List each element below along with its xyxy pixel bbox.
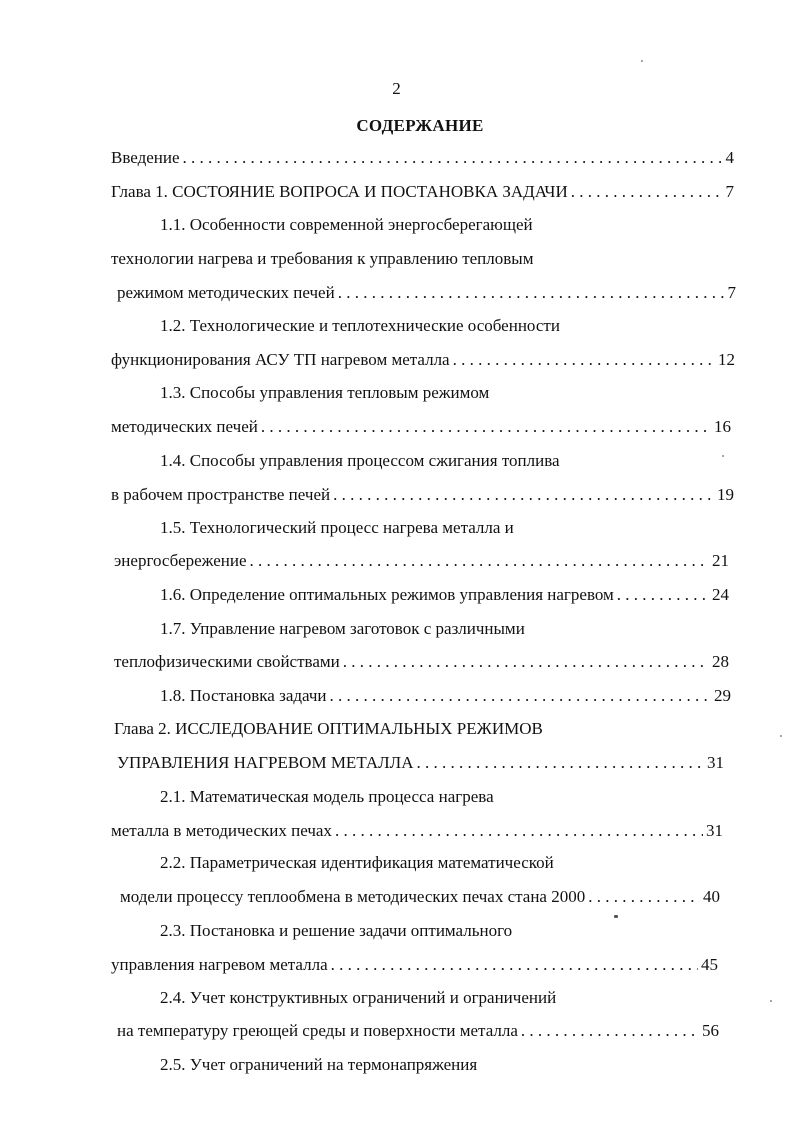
scan-speck [722,455,724,457]
toc-entry-2-2-line-1: 2.2. Параметрическая идентификация математической [160,853,554,872]
toc-entry-1-2-line-1: 1.2. Технологические и теплотехнические особенности [160,316,560,335]
dot-leader [331,954,698,976]
toc-page-number: 31 [706,821,723,840]
toc-entry-1-1 [117,282,736,304]
dot-leader [330,685,711,707]
toc-entry-text: режимом методических печей [117,283,335,302]
toc-entry-1-3-line-1: 1.3. Способы управления тепловым режимом [160,383,490,402]
toc-entry-text: металла в методических печах [111,821,332,840]
toc-entry-2-5-line-1: 2.5. Учет ограничений на термонапряжения [160,1055,478,1074]
dot-leader [250,550,710,572]
toc-page-number: 31 [707,753,724,772]
toc-entry-text: методических печей [111,417,258,436]
scan-speck [780,735,782,737]
page-number: 2 [392,79,401,98]
dot-leader [453,349,715,371]
toc-entry-1-5 [114,550,729,572]
toc-entry-text: на температуру греющей среды и поверхности металла [117,1021,518,1040]
toc-page-number: 45 [701,955,718,974]
toc-page-number: 4 [725,148,734,167]
toc-entry-chapter-2 [117,752,724,774]
dot-leader [588,886,700,908]
toc-page-number: 19 [717,485,734,504]
toc-entry-1-7 [114,651,729,673]
scan-speck [770,1000,772,1002]
toc-entry-1-7-line-1: 1.7. Управление нагревом заготовок с различными [160,619,525,638]
toc-entry-1-6 [160,584,729,606]
dot-leader [183,147,723,169]
toc-entry-2-4-line-1: 2.4. Учет конструктивных ограничений и ограничений [160,988,557,1007]
toc-page-number: 21 [712,551,729,570]
toc-entry-text: модели процессу теплообмена в методических печах стана 2000 [120,887,586,906]
dot-leader [343,651,709,673]
toc-page-number: 24 [712,585,729,604]
toc-entry-text: в рабочем пространстве печей [111,485,331,504]
toc-entry-text: функционирования АСУ ТП нагревом металла [111,350,450,369]
toc-page-number: 16 [714,417,731,436]
toc-entry-2-1-line-1: 2.1. Математическая модель процесса нагрева [160,787,494,806]
toc-entry-chapter-1 [111,181,734,203]
toc-page-number: 29 [714,686,731,705]
dot-leader [333,484,714,506]
scan-speck [641,60,643,62]
dot-leader [261,416,711,438]
toc-entry-text: энергосбережение [114,551,247,570]
dot-leader [617,584,709,606]
scan-speck [614,915,618,918]
toc-entry-1-2 [111,349,735,371]
toc-entry-text: 1.6. Определение оптимальных режимов управления нагревом [160,585,614,604]
dot-leader [571,181,723,203]
toc-page-number: 40 [703,887,720,906]
toc-title: СОДЕРЖАНИЕ [356,116,484,135]
toc-entry-2-3 [111,954,718,976]
toc-entry-text: 1.8. Постановка задачи [160,686,327,705]
toc-entry-1-8 [160,685,731,707]
toc-entry-text: Глава 1. СОСТОЯНИЕ ВОПРОСА И ПОСТАНОВКА ЗАДАЧИ [111,182,568,201]
toc-entry-intro [111,147,734,169]
toc-entry-1-5-line-1: 1.5. Технологический процесс нагрева металла и [160,518,514,537]
dot-leader [338,282,725,304]
toc-entry-2-1 [111,820,723,842]
toc-entry-text: УПРАВЛЕНИЯ НАГРЕВОМ МЕТАЛЛА [117,753,414,772]
toc-entry-text: теплофизическими свойствами [114,652,340,671]
toc-entry-text: управления нагревом металла [111,955,328,974]
toc-page-number: 7 [727,283,736,302]
toc-entry-1-3 [111,416,731,438]
toc-entry-1-1-line-2: технологии нагрева и требования к управлению тепловым [111,249,534,268]
toc-page-number: 12 [718,350,735,369]
toc-entry-1-4-line-1: 1.4. Способы управления процессом сжигания топлива [160,451,560,470]
toc-page-number: 56 [702,1021,719,1040]
toc-page-number: 28 [712,652,729,671]
toc-entry-1-4 [111,484,734,506]
toc-entry-2-4 [117,1020,719,1042]
toc-entry-2-3-line-1: 2.3. Постановка и решение задачи оптимального [160,921,513,940]
toc-entry-2-2 [120,886,720,908]
dot-leader [335,820,703,842]
toc-page-number: 7 [725,182,734,201]
dot-leader [521,1020,699,1042]
toc-entry-1-1-line-1: 1.1. Особенности современной энергосберегающей [160,215,533,234]
toc-entry-text: Введение [111,148,180,167]
dot-leader [416,752,704,774]
toc-entry-chapter-2-line-1: Глава 2. ИССЛЕДОВАНИЕ ОПТИМАЛЬНЫХ РЕЖИМОВ [114,719,543,738]
